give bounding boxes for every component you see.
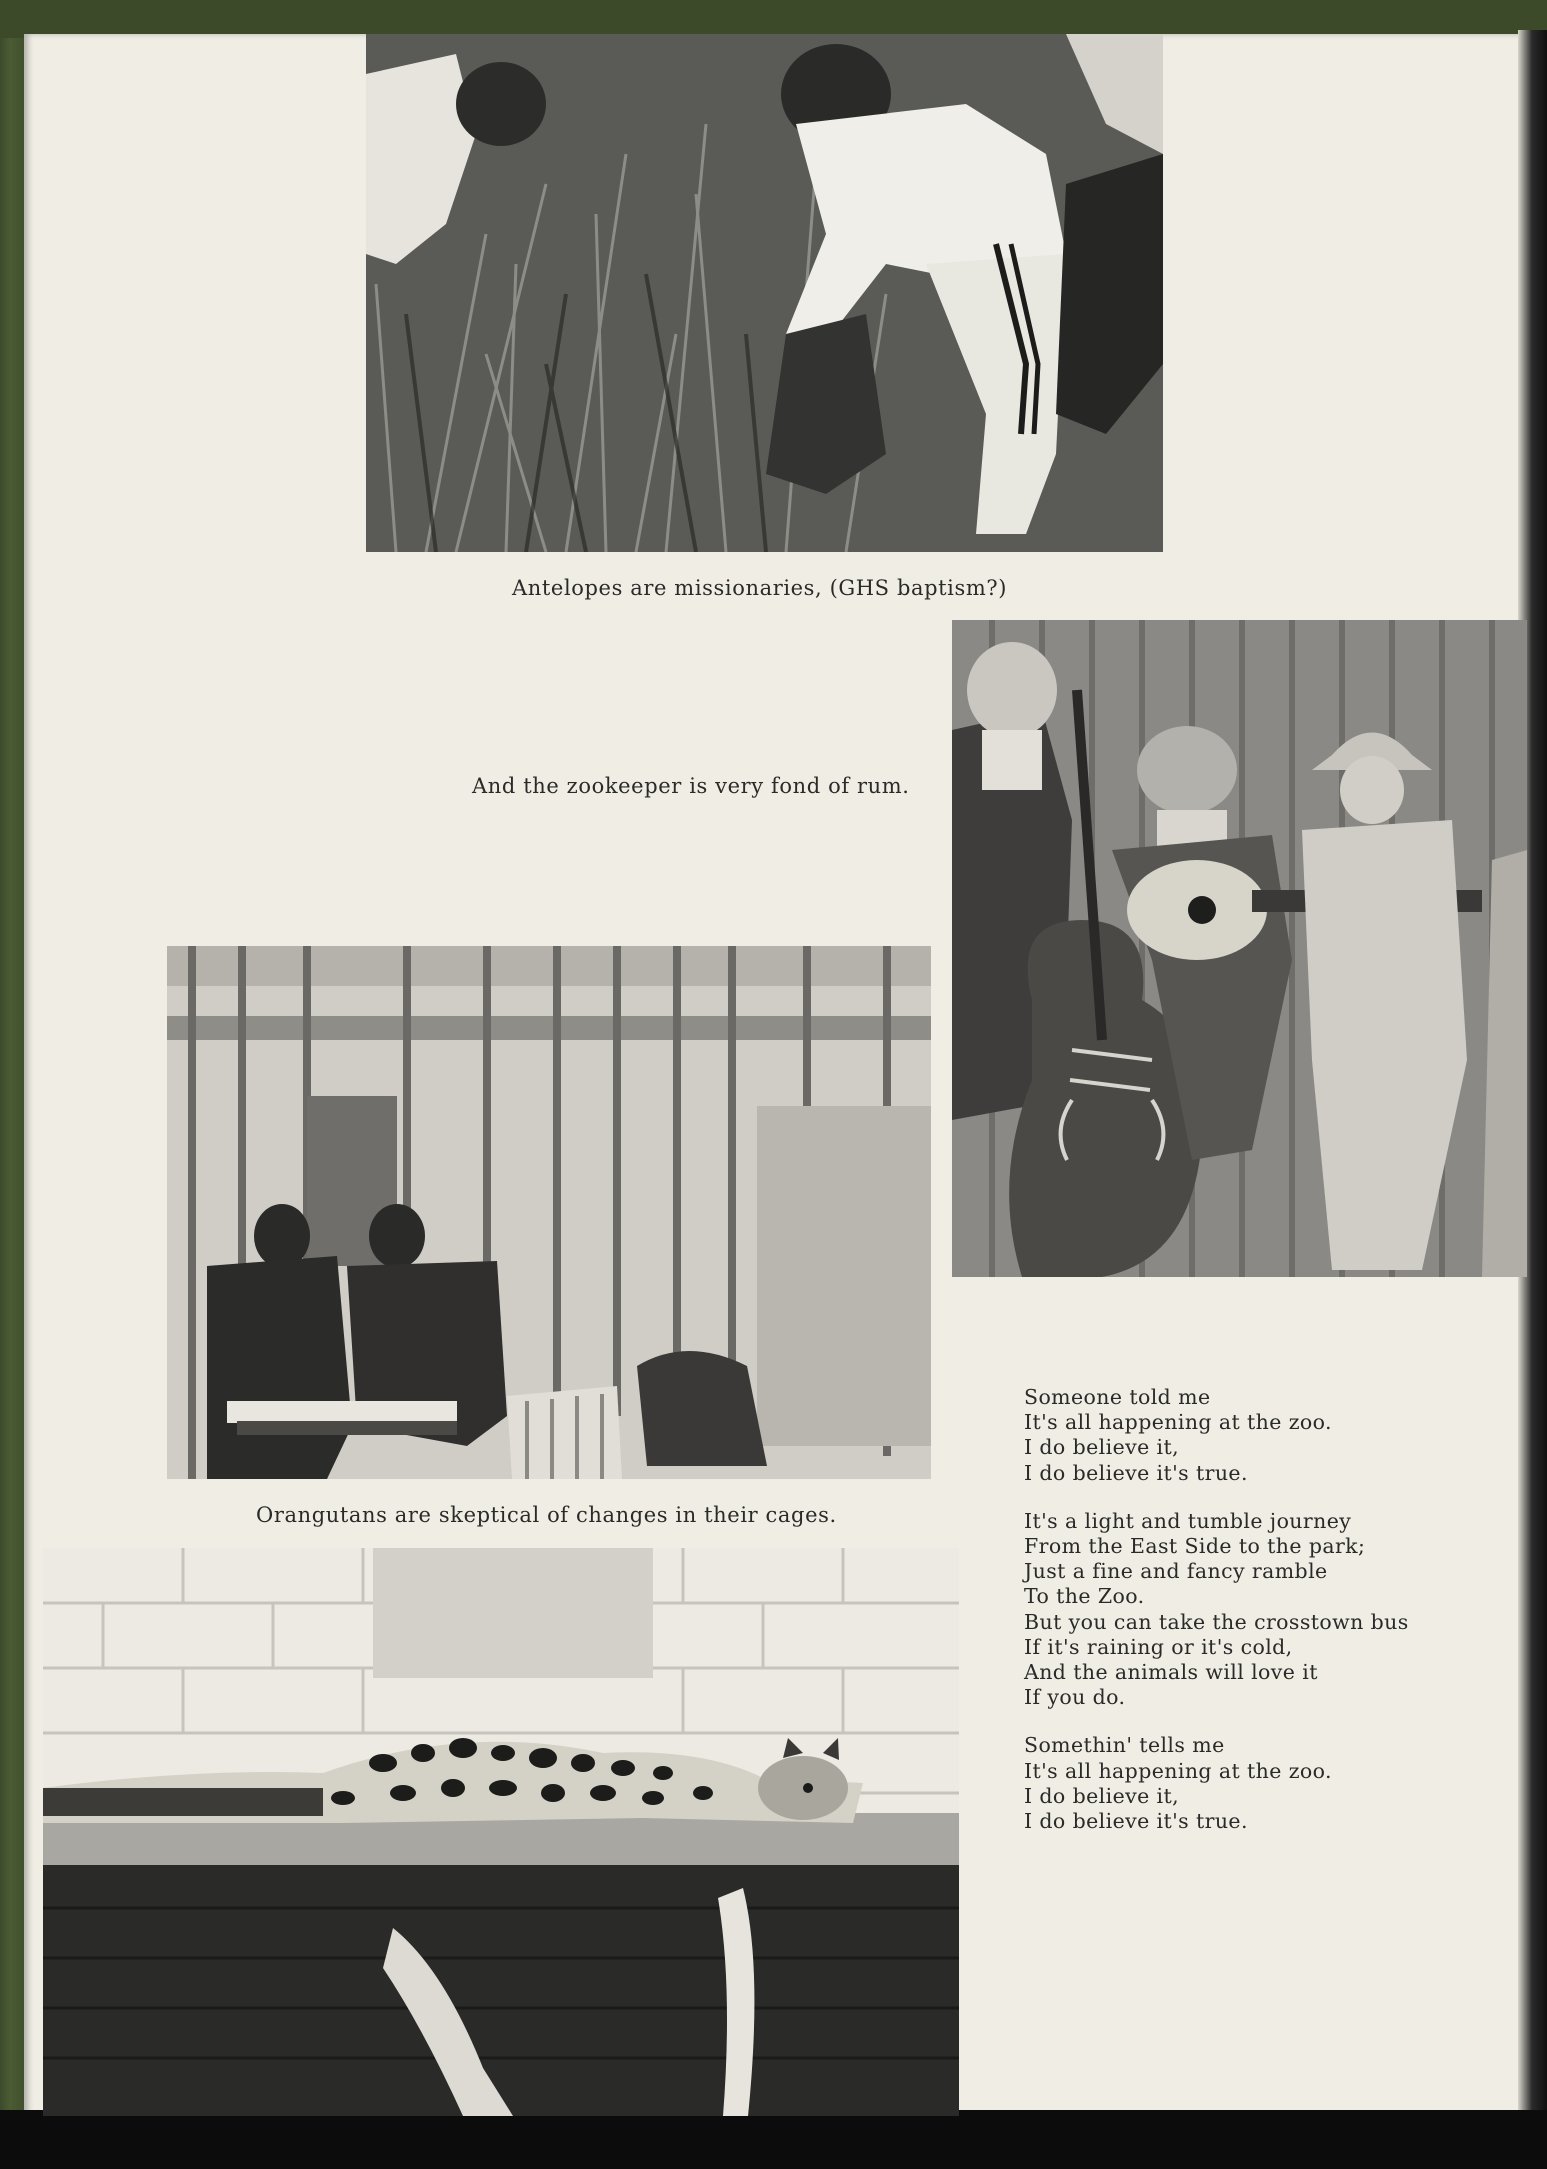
caption-zookeeper: And the zookeeper is very fond of rum. xyxy=(472,774,910,798)
bottom-shadow xyxy=(0,2110,1547,2169)
lyric-line: It's a light and tumble journey xyxy=(1024,1508,1352,1533)
lyrics-stanza-1 xyxy=(1024,1385,1464,1486)
caption-orangutans: Orangutans are skeptical of changes in their cages. xyxy=(256,1503,837,1527)
photo-construction-men xyxy=(167,946,931,1479)
lyric-line: But you can take the crosstown bus xyxy=(1024,1609,1409,1634)
book-cover-top xyxy=(0,0,1547,38)
lyric-line: Somethin' tells me xyxy=(1024,1733,1225,1758)
lyric-line: From the East Side to the park; xyxy=(1024,1534,1366,1559)
lyric-line: I do believe it's true. xyxy=(1024,1460,1248,1485)
lyric-line: It's all happening at the zoo. xyxy=(1024,1410,1332,1435)
lyrics-stanza-2 xyxy=(1024,1509,1464,1711)
lyric-line: If it's raining or it's cold, xyxy=(1024,1634,1293,1659)
photo-band-musicians xyxy=(952,620,1527,1277)
lyric-line: If you do. xyxy=(1024,1685,1126,1710)
photo-grass-baptism xyxy=(366,34,1163,552)
lyric-line: And the animals will love it xyxy=(1024,1660,1318,1685)
lyric-line: Just a fine and fancy ramble xyxy=(1024,1559,1328,1584)
lyric-line: I do believe it's true. xyxy=(1024,1809,1248,1834)
lyric-line: Someone told me xyxy=(1024,1385,1211,1409)
caption-antelopes: Antelopes are missionaries, (GHS baptism?) xyxy=(512,576,1008,600)
lyric-line: I do believe it, xyxy=(1024,1783,1180,1808)
lyrics-stanza-3 xyxy=(1024,1733,1464,1834)
photo-ocelot-shelf xyxy=(43,1548,959,2116)
lyric-line: To the Zoo. xyxy=(1024,1584,1145,1609)
song-lyrics xyxy=(1024,1385,1464,1857)
lyric-line: I do believe it, xyxy=(1024,1435,1180,1460)
lyric-line: It's all happening at the zoo. xyxy=(1024,1758,1332,1783)
